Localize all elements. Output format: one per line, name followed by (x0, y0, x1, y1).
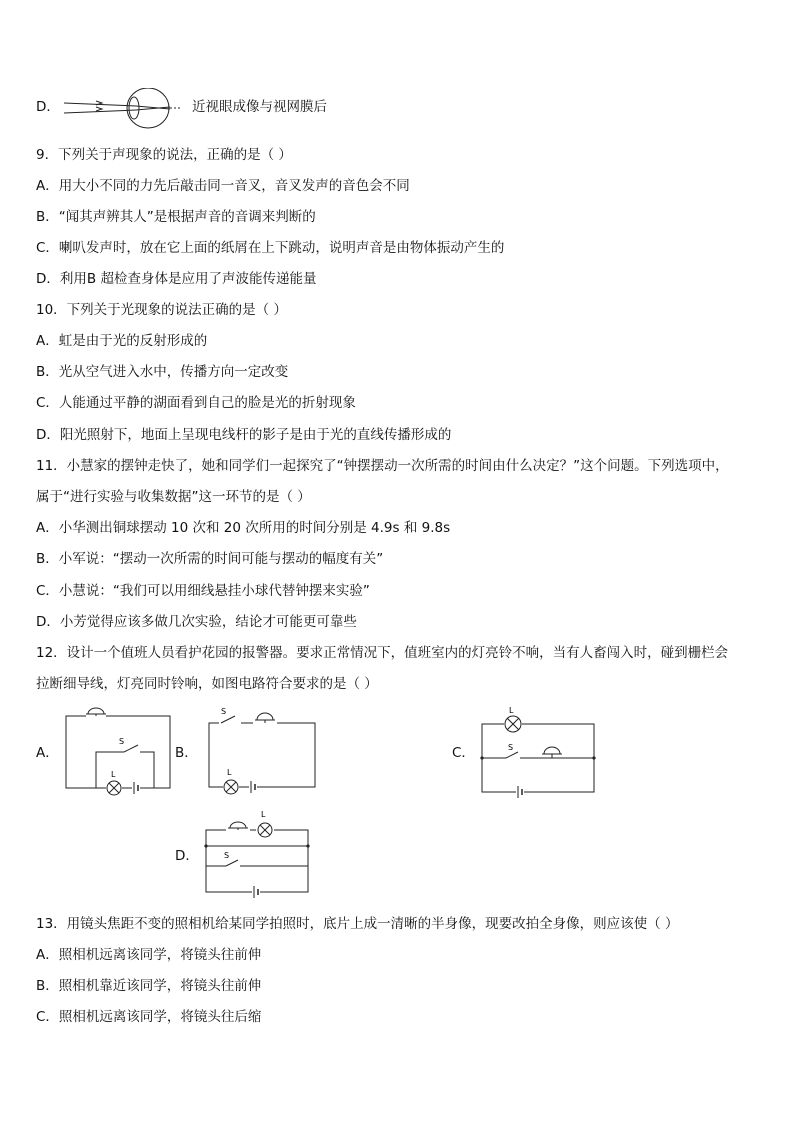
circuit-b-lamp-label: L (227, 768, 232, 777)
q11-option-b: B．小军说：“摆动一次所需的时间可能与摆动的幅度有关” (36, 551, 384, 567)
circuit-d-lamp-label: L (261, 810, 266, 819)
q9-option-d: D．利用B 超检查身体是应用了声波能传递能量 (36, 271, 317, 287)
q13-option-c: C．照相机远离该同学，将镜头往后缩 (36, 1009, 262, 1025)
q13-option-b: B．照相机靠近该同学，将镜头往前伸 (36, 978, 262, 994)
q11-stem-line2: 属于“进行实验与收集数据”这一环节的是（ ） (36, 489, 311, 505)
q8-option-d-caption: 近视眼成像与视网膜后 (192, 99, 327, 115)
q12-stem-line1: 12．设计一个值班人员看护花园的报警器。要求正常情况下，值班室内的灯亮铃不响，当有人畜闯入时，碰到栅栏会 (36, 645, 729, 661)
circuit-c-label: C． (452, 745, 475, 761)
circuit-a-switch-label: S (119, 737, 125, 746)
circuit-b-diagram (203, 705, 321, 799)
q12-stem-line2: 拉断细导线，灯亮同时铃响，如图电路符合要求的是（ ） (36, 676, 378, 692)
circuit-d-diagram (202, 806, 314, 898)
q8-option-d-letter: D． (36, 99, 60, 115)
q9-stem: 9．下列关于声现象的说法，正确的是（ ） (36, 147, 292, 163)
q13-stem: 13．用镜头焦距不变的照相机给某同学拍照时，底片上成一清晰的半身像，现要改拍全身像，则应该使（ ） (36, 916, 679, 932)
q9-option-c: C．喇叭发声时，放在它上面的纸屑在上下跳动，说明声音是由物体振动产生的 (36, 240, 505, 256)
circuit-b-label: B． (175, 745, 198, 761)
q10-stem: 10．下列关于光现象的说法正确的是（ ） (36, 302, 287, 318)
circuit-c-lamp-label: L (509, 706, 514, 715)
q9-option-a: A．用大小不同的力先后敲击同一音叉，音叉发声的音色会不同 (36, 178, 410, 194)
circuit-a-diagram (62, 700, 174, 800)
circuit-d-label: D． (175, 848, 199, 864)
q10-option-b: B．光从空气进入水中，传播方向一定改变 (36, 364, 289, 380)
circuit-c-switch-label: S (508, 743, 514, 752)
q13-option-a: A．照相机远离该同学，将镜头往前伸 (36, 947, 262, 963)
q11-option-a: A．小华测出铜球摆动 10 次和 20 次所用的时间分别是 4.9s 和 9.8s (36, 520, 451, 536)
circuit-d-switch-label: S (224, 851, 230, 860)
q11-option-c: C．小慧说：“我们可以用细线悬挂小球代替钟摆来实验” (36, 583, 370, 599)
q9-option-b: B．“闻其声辨其人”是根据声音的音调来判断的 (36, 209, 316, 225)
q10-option-d: D．阳光照射下，地面上呈现电线杆的影子是由于光的直线传播形成的 (36, 427, 452, 443)
q10-option-c: C．人能通过平静的湖面看到自己的脸是光的折射现象 (36, 395, 356, 411)
q11-option-d: D．小芳觉得应该多做几次实验，结论才可能更可靠些 (36, 614, 357, 630)
q11-stem-line1: 11．小慧家的摆钟走快了，她和同学们一起探究了“钟摆摆动一次所需的时间由什么决定？”这个问题。下列选项中， (36, 458, 729, 474)
myopia-eye-diagram (62, 88, 192, 132)
circuit-a-label: A． (36, 745, 59, 761)
circuit-a-lamp-label: L (111, 770, 116, 779)
circuit-b-switch-label: S (221, 707, 227, 716)
q10-option-a: A．虹是由于光的反射形成的 (36, 333, 208, 349)
circuit-c-diagram (478, 704, 598, 800)
